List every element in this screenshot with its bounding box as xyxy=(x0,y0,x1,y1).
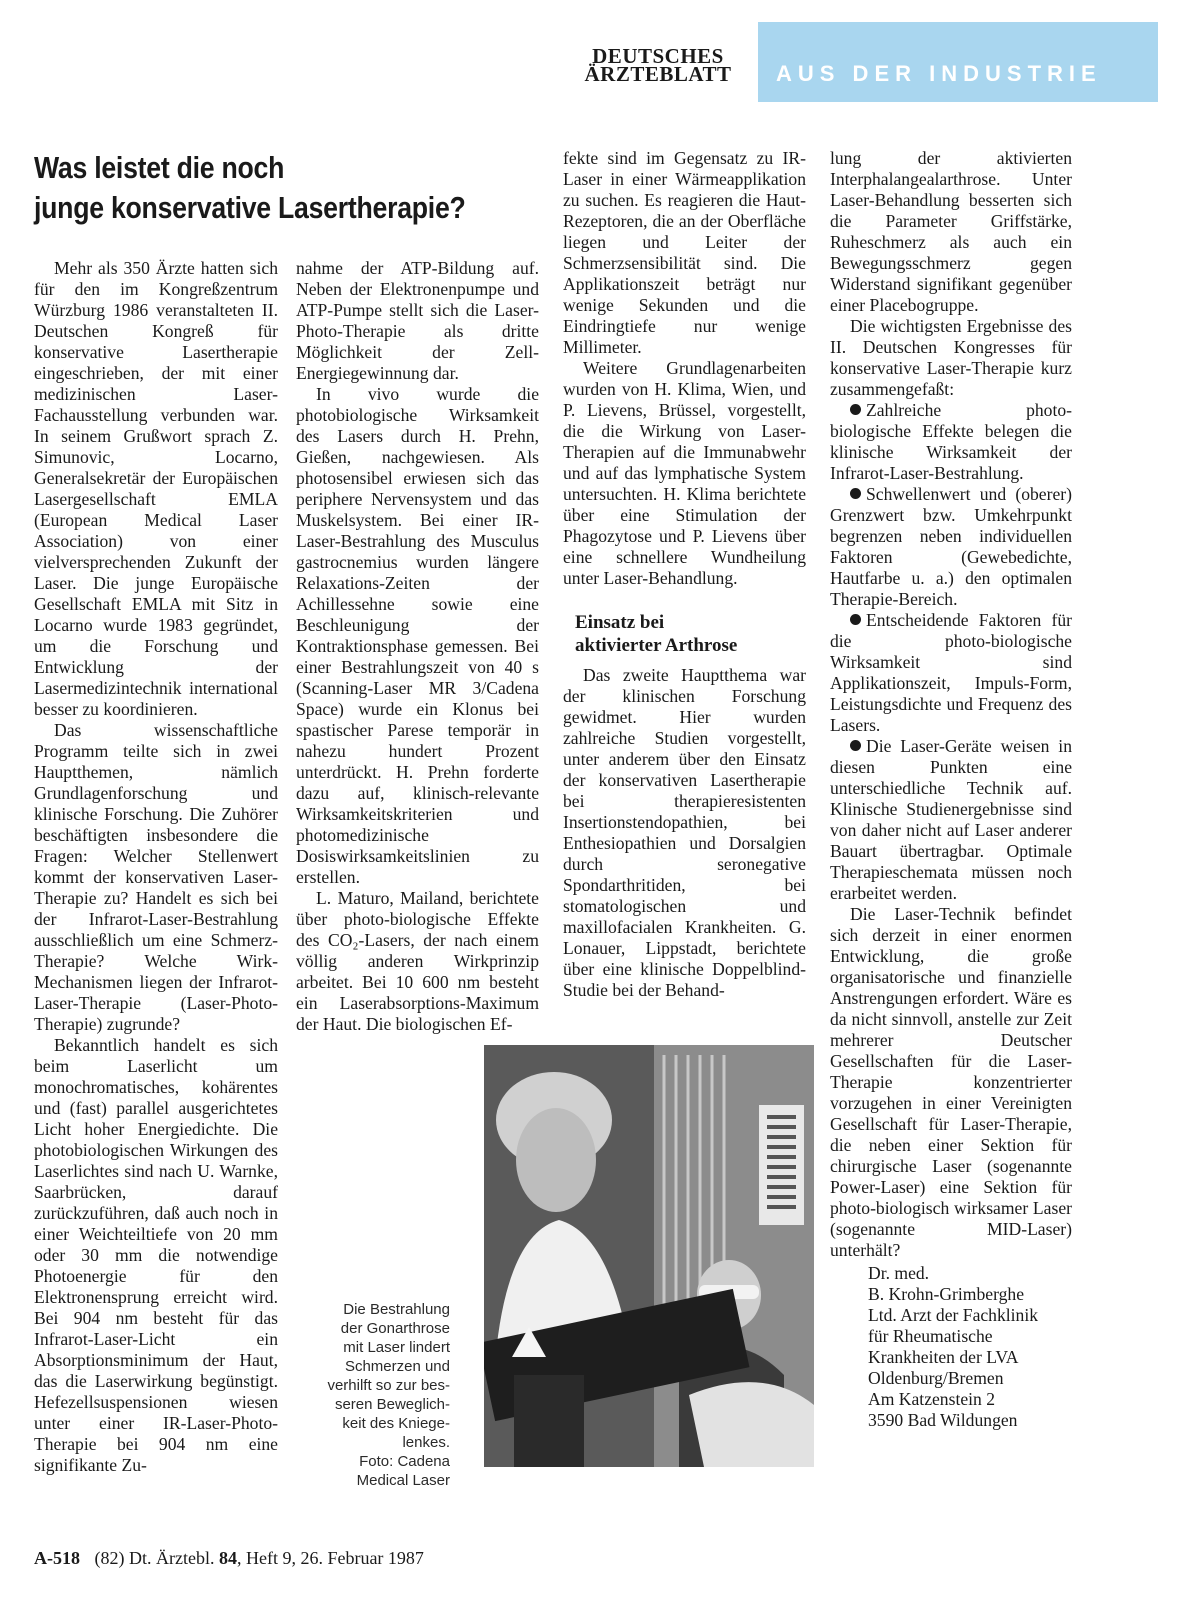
paragraph: Mehr als 350 Ärzte hatten sich für den im Kongreßzentrum Würzburg 1986 veranstalteten II. Deutschen Kongreß für konservative Lasertherapie eingeschrieben, der mit einer medizinischen Laser-Fachausstellung verbunden war. In seinem Grußwort sprach Z. Simunovic, Locarno, Generalsekretär der Europäischen Lasergesellschaft EMLA (European Medical Laser Association) von einer vielversprechenden Zukunft der Laser. Die junge Europäische Gesellschaft EMLA mit Sitz in Locarno wurde 1983 gegründet, um die Forschung und Entwicklung der Lasermedizintechnik international besser zu koordinieren. xyxy=(34,258,278,719)
paragraph: Bekanntlich handelt es sich beim Laserlicht um monochromatisches, kohärentes und (fast) parallel ausgerichtetes Licht hoher Energiedichte. Die photobiologischen Wirkungen des Laserlichtes sind nach U. Warnke, Saarbrücken, darauf zurückzuführen, daß auch noch in einer Weichteiltiefe von 20 mm oder 30 mm die notwendige Photoenergie für den Elektronensprung erreicht wird. Bei 904 nm besteht für das Infrarot-Laser-Licht ein Absorptionsminimum der Haut, das die Laserwirkung begünstigt. Hefezellsuspensionen wiesen unter einer IR-Laser-Photo-Therapie bei 904 nm eine signifikante Zu- xyxy=(34,1035,278,1475)
article-headline xyxy=(34,148,481,228)
caption-line: der Gonarthrose xyxy=(340,1320,450,1337)
column-1 xyxy=(34,258,278,1476)
page-number: A-518 xyxy=(34,1548,80,1568)
caption-line: Medical Laser xyxy=(356,1472,450,1489)
caption-line: keit des Kniege- xyxy=(342,1415,450,1432)
section-banner-label: AUS DER INDUSTRIE xyxy=(776,61,1102,86)
citation-prefix: (82) Dt. Ärztebl. xyxy=(94,1548,215,1568)
caption-line: Die Bestrahlung xyxy=(343,1301,450,1318)
bullet-item xyxy=(830,736,1072,904)
column-2 xyxy=(296,258,539,1035)
headline-line2: junge konservative Lasertherapie? xyxy=(34,190,466,225)
bullet-text: Zahlreiche photo-biologische Effekte belegen die klinische Wirksamkeit der Infrarot-Laser-Bestrahlung. xyxy=(830,400,1072,483)
citation-volume: 84 xyxy=(218,1548,237,1568)
paragraph: Die wichtigsten Ergebnisse des II. Deutschen Kongresses für konservative Laser-Therapie kurz zusammengefaßt: xyxy=(830,316,1072,399)
paragraph: lung der aktivierten Interphalangealarthrose. Unter Laser-Behandlung besserten sich die Parameter Griffstärke, Ruheschmerz als auch ein Bewegungsschmerz gegen Widerstand signifikant gegenüber einer Placebogruppe. xyxy=(830,148,1072,315)
article-photo xyxy=(484,1045,814,1467)
bullet-text: Schwellenwert und (oberer) Grenzwert bzw. Umkehrpunkt begrenzen neben individuellen Faktoren (Gewebedichte, Hautfarbe u. a.) den optimalen Therapie-Bereich. xyxy=(830,484,1072,609)
paragraph: nahme der ATP-Bildung auf. Neben der Elektronenpumpe und ATP-Pumpe stellt sich die Laser-Photo-Therapie als dritte Möglichkeit der Zell-Energiegewinnung dar. xyxy=(296,258,539,383)
photo-illustration xyxy=(484,1045,814,1467)
headline-line1: Was leistet die noch xyxy=(34,150,285,185)
bullet-icon xyxy=(850,488,861,499)
bullet-icon xyxy=(850,404,861,415)
bullet-item xyxy=(830,484,1072,610)
paragraph: Die Laser-Technik befindet sich derzeit in einer enormen Entwicklung, die große organisatorische und finanzielle Anstrengungen erfordert. Wäre es da nicht sinnvoll, anstelle zur Zeit mehrerer Deutscher Gesellschaften für die Laser-Therapie konzentrierter vorzugehen in einer Vereinigten Gesellschaft für Laser-Therapie, die neben einer Sektion für chirurgische Laser (sogenannte Power-Laser) eine Sektion für photo-biologisch wirksamer Laser (sogenannte MID-Laser) unterhält? xyxy=(830,904,1072,1260)
signature-line: 3590 Bad Wildungen xyxy=(868,1410,1018,1430)
section-banner xyxy=(758,22,1158,102)
signature-line: Krankheiten der LVA xyxy=(868,1347,1019,1367)
paragraph: Das zweite Hauptthema war der klinischen Forschung gewidmet. Hier wurden zahlreiche Studien vorgestellt, unter anderem über den Einsatz der konservativen Lasertherapie bei therapieresistenten Insertionstendopathien, bei Enthesiopathien und Dorsalgien durch seronegative Spondarthritiden, bei stomatologischen und maxillofacialen Krankheiten. G. Lonauer, Lippstadt, berichtete über eine klinische Doppelblind-Studie bei der Behand- xyxy=(563,665,806,1000)
bullet-text: Die Laser-Geräte weisen in diesen Punkten eine unterschiedliche Technik auf. Klinische Studienergebnisse sind von daher nicht auf Laser anderer Bauart übertragbar. Optimale Therapieschemata müssen noch erarbeitet werden. xyxy=(830,736,1072,903)
masthead-line2: ÄRZTEBLATT xyxy=(584,62,732,86)
bullet-item xyxy=(830,610,1072,736)
bullet-text: Entscheidende Faktoren für die photo-biologische Wirksamkeit sind Applikationszeit, Impuls-Form, Leistungsdichte und Frequenz des Lasers. xyxy=(830,610,1072,735)
column-3 xyxy=(563,148,806,1001)
subheading xyxy=(575,611,806,657)
caption-line: lenkes. xyxy=(402,1434,450,1451)
paragraph: Das wissenschaftliche Programm teilte sich in zwei Hauptthemen, nämlich Grundlagenforschung und klinische Forschung. Die Zuhörer beschäftigten insbesondere die Fragen: Welcher Stellenwert kommt der konservativen Laser-Therapie zu? Handelt es sich bei der Infrarot-Laser-Bestrahlung ausschließlich um eine Schmerz-Therapie? Welche Wirk-Mechanismen liegen der Infrarot-Laser-Therapie (Laser-Photo-Therapie) zugrunde? xyxy=(34,720,278,1034)
caption-line: Foto: Cadena xyxy=(359,1453,450,1470)
paragraph: L. Maturo, Mailand, berichtete über photo-biologische Effekte des CO₂-Lasers, der nach einem völlig anderen Wirkprinzip arbeitet. Bei 10 600 nm besteht ein Laserabsorptions-Maximum der Haut. Die biologischen Ef- xyxy=(296,888,539,1034)
page-footer xyxy=(34,1548,424,1569)
masthead-logo xyxy=(570,46,746,85)
photo-caption xyxy=(300,1300,450,1490)
caption-line: mit Laser lindert xyxy=(343,1339,450,1356)
author-signature xyxy=(868,1263,1072,1431)
signature-line: für Rheumatische xyxy=(868,1326,993,1346)
bullet-icon xyxy=(850,614,861,625)
signature-line: Dr. med. xyxy=(868,1263,930,1283)
signature-line: Oldenburg/Bremen xyxy=(868,1368,1004,1388)
signature-line: Ltd. Arzt der Fachklinik xyxy=(868,1305,1039,1325)
signature-line: Am Katzenstein 2 xyxy=(868,1389,996,1409)
subheading-line1: Einsatz bei xyxy=(575,612,665,633)
paragraph: fekte sind im Gegensatz zu IR-Laser in einer Wärmeapplikation zu suchen. Es reagieren die Haut-Rezeptoren, die an der Oberfläche liegen und Leiter der Schmerzsensibilität sind. Die Applikationszeit beträgt nur wenige Sekunden und die Eindringtiefe nur wenige Millimeter. xyxy=(563,148,806,357)
paragraph: In vivo wurde die photobiologische Wirksamkeit des Lasers durch H. Prehn, Gießen, nachgewiesen. Als photosensibel erwiesen sich das periphere Nervensystem und das Muskelsystem. Bei einer IR-Laser-Bestrahlung des Musculus gastrocnemius wurden längere Relaxations-Zeiten der Achillessehne sowie eine Beschleunigung der Kontraktionsphase gemessen. Bei einer Bestrahlungszeit von 40 s (Scanning-Laser MR 3/Cadena Space) wurde ein Klonus bei spastischer Parese temporär in nahezu hundert Prozent unterdrückt. H. Prehn forderte dazu auf, klinisch-relevante Wirksamkeitskriterien und photomedizinische Dosiswirksamkeitslinien zu erstellen. xyxy=(296,384,539,887)
masthead-line1: DEUTSCHES xyxy=(592,44,724,68)
subheading-line2: aktivierter Arthrose xyxy=(575,635,738,656)
caption-line: Schmerzen und xyxy=(344,1358,450,1375)
bullet-item xyxy=(830,400,1072,484)
bullet-icon xyxy=(850,740,861,751)
caption-line: verhilft so zur bes- xyxy=(327,1377,450,1394)
paragraph: Weitere Grundlagenarbeiten wurden von H. Klima, Wien, und P. Lievens, Brüssel, vorgestellt, die die Wirkung von Laser-Therapien auf die Immunabwehr und auf das lymphatische System untersuchten. H. Klima berichtete über eine Stimulation der Phagozytose und P. Lievens über eine schnellere Wundheilung unter Laser-Behandlung. xyxy=(563,358,806,588)
signature-line: B. Krohn-Grimberghe xyxy=(868,1284,1025,1304)
citation-suffix: , Heft 9, 26. Februar 1987 xyxy=(236,1548,424,1568)
column-4 xyxy=(830,148,1072,1431)
caption-line: seren Beweglich- xyxy=(334,1396,450,1413)
